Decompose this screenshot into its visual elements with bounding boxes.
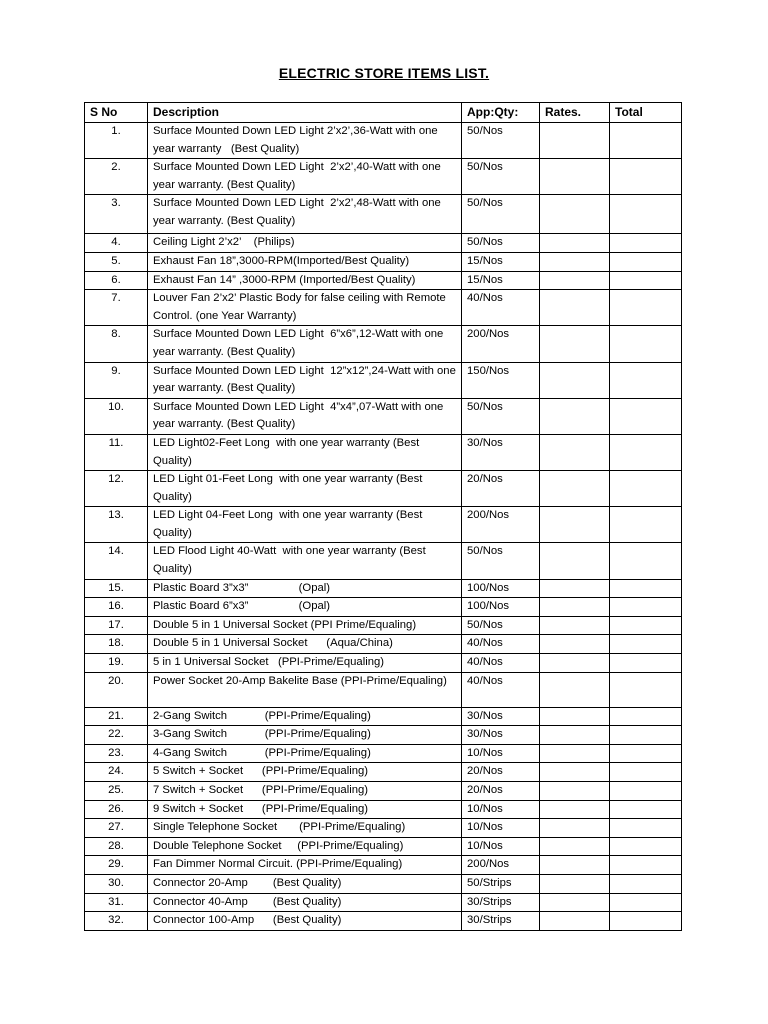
cell-total xyxy=(610,326,682,362)
cell-rate xyxy=(540,635,610,654)
cell-total xyxy=(610,763,682,782)
cell-sno-text: 10. xyxy=(108,400,124,413)
cell-total xyxy=(610,252,682,271)
cell-total xyxy=(610,159,682,195)
cell-sno xyxy=(85,252,148,271)
cell-sno-text: 3. xyxy=(111,197,121,210)
cell-qty xyxy=(462,195,540,234)
cell-rate xyxy=(540,471,610,507)
table-row xyxy=(85,271,682,290)
cell-rate xyxy=(540,123,610,159)
cell-sno xyxy=(85,579,148,598)
cell-rate xyxy=(540,252,610,271)
cell-total xyxy=(610,800,682,819)
cell-qty-text: 40/Nos xyxy=(467,674,503,687)
cell-sno xyxy=(85,543,148,579)
cell-description-text: Surface Mounted Down LED Light 4”x4”,07-Watt with one year warranty. (Best Quality) xyxy=(153,400,447,431)
cell-qty xyxy=(462,543,540,579)
cell-description-text: Exhaust Fan 18”,3000-RPM(Imported/Best Quality) xyxy=(153,254,410,267)
cell-qty xyxy=(462,598,540,617)
table-row xyxy=(85,234,682,253)
cell-description-text: Surface Mounted Down LED Light 6”x6”,12-Watt with one year warranty. (Best Quality) xyxy=(153,328,447,358)
cell-qty xyxy=(462,744,540,763)
cell-qty-text: 50/Nos xyxy=(467,618,503,631)
cell-sno-text: 2. xyxy=(111,161,121,174)
cell-qty xyxy=(462,782,540,801)
table-row xyxy=(85,159,682,195)
cell-description-text: Surface Mounted Down LED Light 12”x12”,24-Watt with one year warranty. (Best Quality) xyxy=(153,364,460,395)
cell-total xyxy=(610,874,682,893)
cell-qty-text: 150/Nos xyxy=(467,364,510,377)
cell-description-text: Plastic Board 6”x3” (Opal) xyxy=(153,600,331,613)
cell-description-text: 9 Switch + Socket (PPI-Prime/Equaling) xyxy=(153,802,369,815)
cell-description-text: Ceiling Light 2’x2’ (Philips) xyxy=(153,236,295,249)
cell-description xyxy=(148,635,462,654)
cell-qty-text: 200/Nos xyxy=(467,328,510,341)
cell-rate xyxy=(540,543,610,579)
cell-sno xyxy=(85,800,148,819)
cell-total xyxy=(610,672,682,707)
cell-qty xyxy=(462,271,540,290)
cell-description-text: Double 5 in 1 Universal Socket (Aqua/China) xyxy=(153,637,393,650)
table-row xyxy=(85,362,682,398)
cell-total xyxy=(610,434,682,470)
cell-rate xyxy=(540,598,610,617)
table-row xyxy=(85,579,682,598)
cell-qty-text: 40/Nos xyxy=(467,656,503,669)
table-row xyxy=(85,398,682,434)
cell-rate xyxy=(540,271,610,290)
cell-sno-text: 9. xyxy=(111,364,121,377)
cell-sno-text: 12. xyxy=(108,473,124,486)
cell-total xyxy=(610,362,682,398)
header-description: Description xyxy=(148,103,462,123)
table-row xyxy=(85,616,682,635)
cell-sno-text: 30. xyxy=(108,876,124,889)
cell-sno xyxy=(85,598,148,617)
cell-sno xyxy=(85,893,148,912)
table-row xyxy=(85,726,682,745)
cell-description xyxy=(148,893,462,912)
cell-description xyxy=(148,744,462,763)
cell-qty-text: 50/Nos xyxy=(467,197,503,210)
cell-sno xyxy=(85,398,148,434)
cell-qty-text: 30/Nos xyxy=(467,436,503,449)
cell-description-text: 5 Switch + Socket (PPI-Prime/Equaling) xyxy=(153,765,369,778)
cell-total xyxy=(610,912,682,931)
cell-sno xyxy=(85,123,148,159)
cell-rate xyxy=(540,159,610,195)
cell-description-text: Fan Dimmer Normal Circuit. (PPI-Prime/Equaling) xyxy=(153,858,403,871)
table-row xyxy=(85,471,682,507)
table-row xyxy=(85,290,682,326)
cell-sno xyxy=(85,912,148,931)
cell-total xyxy=(610,893,682,912)
cell-description xyxy=(148,837,462,856)
cell-qty xyxy=(462,726,540,745)
table-row xyxy=(85,800,682,819)
cell-description-text: Plastic Board 3”x3” (Opal) xyxy=(153,581,331,594)
cell-sno-text: 8. xyxy=(111,328,121,341)
cell-qty xyxy=(462,800,540,819)
cell-rate xyxy=(540,398,610,434)
cell-qty xyxy=(462,123,540,159)
cell-qty-text: 10/Nos xyxy=(467,839,503,852)
cell-sno xyxy=(85,874,148,893)
cell-description xyxy=(148,434,462,470)
cell-qty-text: 10/Nos xyxy=(467,802,503,815)
cell-total xyxy=(610,782,682,801)
table-row xyxy=(85,837,682,856)
cell-sno xyxy=(85,635,148,654)
cell-description-text: Louver Fan 2’x2’ Plastic Body for false ceiling with Remote Control. (one Year Warranty) xyxy=(153,292,449,322)
cell-qty-text: 30/Nos xyxy=(467,709,503,722)
cell-sno-text: 22. xyxy=(108,728,124,741)
cell-description-text: Surface Mounted Down LED Light 2’x2’,40-Watt with one year warranty. (Best Quality) xyxy=(153,161,444,191)
cell-sno-text: 18. xyxy=(108,637,124,650)
cell-qty xyxy=(462,290,540,326)
table-header-row xyxy=(85,103,682,123)
cell-qty-text: 30/Strips xyxy=(467,914,512,927)
cell-description-text: Exhaust Fan 14” ,3000-RPM (Imported/Best Quality) xyxy=(153,273,416,286)
table-row xyxy=(85,819,682,838)
cell-description xyxy=(148,326,462,362)
cell-rate xyxy=(540,195,610,234)
cell-sno-text: 20. xyxy=(108,674,124,687)
cell-qty-text: 30/Strips xyxy=(467,895,512,908)
cell-description-text: Connector 20-Amp (Best Quality) xyxy=(153,876,342,889)
cell-sno-text: 31. xyxy=(108,895,124,908)
cell-description-text: LED Light 01-Feet Long with one year warranty (Best Quality) xyxy=(153,473,426,503)
cell-qty xyxy=(462,326,540,362)
cell-total xyxy=(610,726,682,745)
cell-qty-text: 15/Nos xyxy=(467,254,503,267)
cell-description xyxy=(148,782,462,801)
cell-description xyxy=(148,398,462,434)
items-table xyxy=(84,102,682,931)
cell-sno-text: 7. xyxy=(111,292,121,305)
cell-description-text: Power Socket 20-Amp Bakelite Base (PPI-Prime/Equaling) xyxy=(153,674,447,687)
cell-description-text: Connector 100-Amp (Best Quality) xyxy=(153,914,342,927)
cell-qty xyxy=(462,471,540,507)
cell-total xyxy=(610,744,682,763)
table-row xyxy=(85,912,682,931)
cell-rate xyxy=(540,290,610,326)
cell-description xyxy=(148,654,462,673)
cell-qty-text: 15/Nos xyxy=(467,273,503,286)
cell-qty-text: 50/Nos xyxy=(467,161,503,174)
cell-qty xyxy=(462,579,540,598)
cell-total xyxy=(610,654,682,673)
cell-rate xyxy=(540,654,610,673)
cell-description xyxy=(148,616,462,635)
table-row xyxy=(85,252,682,271)
cell-description-text: Double 5 in 1 Universal Socket (PPI Prime/Equaling) xyxy=(153,618,417,631)
cell-sno-text: 28. xyxy=(108,839,124,852)
cell-total xyxy=(610,635,682,654)
cell-qty xyxy=(462,654,540,673)
cell-description xyxy=(148,290,462,326)
cell-sno xyxy=(85,326,148,362)
cell-description xyxy=(148,579,462,598)
cell-qty-text: 10/Nos xyxy=(467,746,503,759)
cell-rate xyxy=(540,819,610,838)
cell-qty xyxy=(462,635,540,654)
cell-description xyxy=(148,123,462,159)
cell-sno xyxy=(85,707,148,726)
cell-description xyxy=(148,195,462,234)
cell-qty xyxy=(462,616,540,635)
cell-sno xyxy=(85,744,148,763)
cell-qty xyxy=(462,362,540,398)
cell-description xyxy=(148,763,462,782)
cell-rate xyxy=(540,782,610,801)
cell-total xyxy=(610,707,682,726)
cell-sno-text: 4. xyxy=(111,236,121,249)
cell-sno xyxy=(85,471,148,507)
cell-description xyxy=(148,707,462,726)
cell-qty xyxy=(462,763,540,782)
cell-sno-text: 32. xyxy=(108,914,124,927)
cell-total xyxy=(610,398,682,434)
cell-qty xyxy=(462,893,540,912)
table-row xyxy=(85,598,682,617)
cell-rate xyxy=(540,507,610,543)
cell-description xyxy=(148,252,462,271)
cell-qty xyxy=(462,252,540,271)
cell-qty xyxy=(462,912,540,931)
cell-description-text: 7 Switch + Socket (PPI-Prime/Equaling) xyxy=(153,784,369,796)
header-total: Total xyxy=(610,103,682,123)
cell-sno-text: 11. xyxy=(108,436,124,449)
cell-description xyxy=(148,819,462,838)
cell-description xyxy=(148,362,462,398)
cell-qty-text: 50/Strips xyxy=(467,876,512,889)
document-title: ELECTRIC STORE ITEMS LIST. xyxy=(278,65,490,81)
cell-rate xyxy=(540,856,610,875)
cell-description xyxy=(148,800,462,819)
cell-rate xyxy=(540,326,610,362)
cell-description-text: 3-Gang Switch (PPI-Prime/Equaling) xyxy=(153,728,371,741)
cell-total xyxy=(610,234,682,253)
cell-total xyxy=(610,616,682,635)
cell-description xyxy=(148,234,462,253)
cell-sno xyxy=(85,726,148,745)
cell-description-text: 4-Gang Switch (PPI-Prime/Equaling) xyxy=(153,746,371,759)
cell-total xyxy=(610,195,682,234)
cell-sno xyxy=(85,434,148,470)
cell-total xyxy=(610,507,682,543)
table-row xyxy=(85,654,682,673)
cell-sno xyxy=(85,234,148,253)
table-body xyxy=(85,123,682,931)
cell-description xyxy=(148,912,462,931)
cell-sno-text: 19. xyxy=(108,656,124,669)
table-row xyxy=(85,195,682,234)
cell-qty-text: 10/Nos xyxy=(467,821,503,834)
cell-description-text: 5 in 1 Universal Socket (PPI-Prime/Equaling) xyxy=(153,656,385,669)
cell-description-text: 2-Gang Switch (PPI-Prime/Equaling) xyxy=(153,709,371,722)
cell-qty xyxy=(462,707,540,726)
table-row xyxy=(85,744,682,763)
cell-qty xyxy=(462,819,540,838)
cell-sno-text: 5. xyxy=(111,254,121,267)
table-row xyxy=(85,763,682,782)
cell-qty-text: 30/Nos xyxy=(467,728,503,741)
cell-rate xyxy=(540,234,610,253)
cell-description xyxy=(148,159,462,195)
cell-rate xyxy=(540,672,610,707)
cell-qty-text: 20/Nos xyxy=(467,784,503,796)
cell-sno-text: 26. xyxy=(108,802,124,815)
cell-qty-text: 100/Nos xyxy=(467,600,510,613)
cell-sno-text: 23. xyxy=(108,746,124,759)
cell-sno xyxy=(85,819,148,838)
cell-qty-text: 40/Nos xyxy=(467,637,503,650)
cell-description xyxy=(148,271,462,290)
cell-qty xyxy=(462,856,540,875)
cell-description xyxy=(148,874,462,893)
cell-sno-text: 14. xyxy=(108,545,124,558)
cell-rate xyxy=(540,434,610,470)
cell-qty-text: 50/Nos xyxy=(467,545,503,558)
cell-total xyxy=(610,856,682,875)
table-row xyxy=(85,543,682,579)
cell-qty-text: 50/Nos xyxy=(467,125,503,137)
table-row xyxy=(85,672,682,707)
cell-sno xyxy=(85,271,148,290)
cell-description xyxy=(148,856,462,875)
table-row xyxy=(85,434,682,470)
cell-description xyxy=(148,471,462,507)
cell-description-text: Surface Mounted Down LED Light 2’x2’,36-Watt with one year warranty (Best Quality) xyxy=(153,125,441,155)
cell-sno-text: 6. xyxy=(111,273,121,286)
table-row xyxy=(85,893,682,912)
cell-description-text: Single Telephone Socket (PPI-Prime/Equaling) xyxy=(153,821,406,834)
cell-rate xyxy=(540,800,610,819)
cell-qty-text: 40/Nos xyxy=(467,292,503,305)
cell-rate xyxy=(540,744,610,763)
cell-total xyxy=(610,471,682,507)
cell-sno xyxy=(85,616,148,635)
cell-qty-text: 200/Nos xyxy=(467,509,510,522)
cell-total xyxy=(610,271,682,290)
cell-rate xyxy=(540,912,610,931)
table-row xyxy=(85,635,682,654)
cell-qty-text: 20/Nos xyxy=(467,473,503,486)
cell-description xyxy=(148,672,462,707)
cell-qty-text: 100/Nos xyxy=(467,581,510,594)
cell-description xyxy=(148,507,462,543)
cell-sno-text: 29. xyxy=(108,858,124,871)
cell-qty-text: 50/Nos xyxy=(467,400,503,413)
cell-description-text: LED Light 04-Feet Long with one year warranty (Best Quality) xyxy=(153,509,426,539)
header-sno: S No xyxy=(85,103,148,123)
cell-description-text: Double Telephone Socket (PPI-Prime/Equaling) xyxy=(153,839,404,852)
cell-sno-text: 15. xyxy=(108,581,124,594)
cell-qty xyxy=(462,507,540,543)
cell-description-text: Surface Mounted Down LED Light 2’x2’,48-Watt with one year warranty. (Best Quality) xyxy=(153,197,444,227)
cell-description xyxy=(148,543,462,579)
table-row xyxy=(85,326,682,362)
cell-sno xyxy=(85,763,148,782)
table-row xyxy=(85,874,682,893)
cell-sno-text: 16. xyxy=(108,600,124,613)
cell-sno xyxy=(85,856,148,875)
cell-sno xyxy=(85,195,148,234)
cell-sno-text: 17. xyxy=(108,618,124,631)
cell-qty xyxy=(462,159,540,195)
cell-qty xyxy=(462,234,540,253)
cell-rate xyxy=(540,707,610,726)
cell-sno xyxy=(85,290,148,326)
cell-total xyxy=(610,579,682,598)
cell-rate xyxy=(540,726,610,745)
cell-rate xyxy=(540,616,610,635)
cell-qty xyxy=(462,874,540,893)
cell-sno xyxy=(85,837,148,856)
table-row xyxy=(85,707,682,726)
cell-rate xyxy=(540,893,610,912)
cell-qty-text: 50/Nos xyxy=(467,236,503,249)
cell-sno xyxy=(85,654,148,673)
cell-sno xyxy=(85,362,148,398)
header-qty: App:Qty: xyxy=(462,103,540,123)
cell-sno-text: 13. xyxy=(108,509,124,522)
cell-description xyxy=(148,598,462,617)
cell-rate xyxy=(540,362,610,398)
cell-qty xyxy=(462,837,540,856)
cell-qty xyxy=(462,434,540,470)
cell-rate xyxy=(540,763,610,782)
cell-total xyxy=(610,598,682,617)
cell-qty-text: 200/Nos xyxy=(467,858,510,871)
cell-description xyxy=(148,726,462,745)
cell-sno-text: 25. xyxy=(108,784,124,796)
cell-total xyxy=(610,837,682,856)
cell-sno xyxy=(85,782,148,801)
cell-total xyxy=(610,290,682,326)
header-rates: Rates. xyxy=(540,103,610,123)
cell-sno xyxy=(85,159,148,195)
cell-total xyxy=(610,123,682,159)
cell-sno xyxy=(85,672,148,707)
cell-total xyxy=(610,543,682,579)
cell-sno xyxy=(85,507,148,543)
table-row xyxy=(85,782,682,801)
cell-description-text: Connector 40-Amp (Best Quality) xyxy=(153,895,342,908)
cell-sno-text: 1. xyxy=(111,125,121,137)
table-row xyxy=(85,856,682,875)
cell-sno-text: 24. xyxy=(108,765,124,778)
cell-qty xyxy=(462,398,540,434)
cell-total xyxy=(610,819,682,838)
cell-qty xyxy=(462,672,540,707)
cell-description-text: LED Light02-Feet Long with one year warranty (Best Quality) xyxy=(153,436,423,467)
table-row xyxy=(85,123,682,159)
cell-rate xyxy=(540,837,610,856)
table-row xyxy=(85,507,682,543)
cell-description-text: LED Flood Light 40-Watt with one year warranty (Best Quality) xyxy=(153,545,429,576)
cell-qty-text: 20/Nos xyxy=(467,765,503,778)
cell-sno-text: 27. xyxy=(108,821,124,834)
cell-rate xyxy=(540,579,610,598)
cell-sno-text: 21. xyxy=(108,709,124,722)
cell-rate xyxy=(540,874,610,893)
